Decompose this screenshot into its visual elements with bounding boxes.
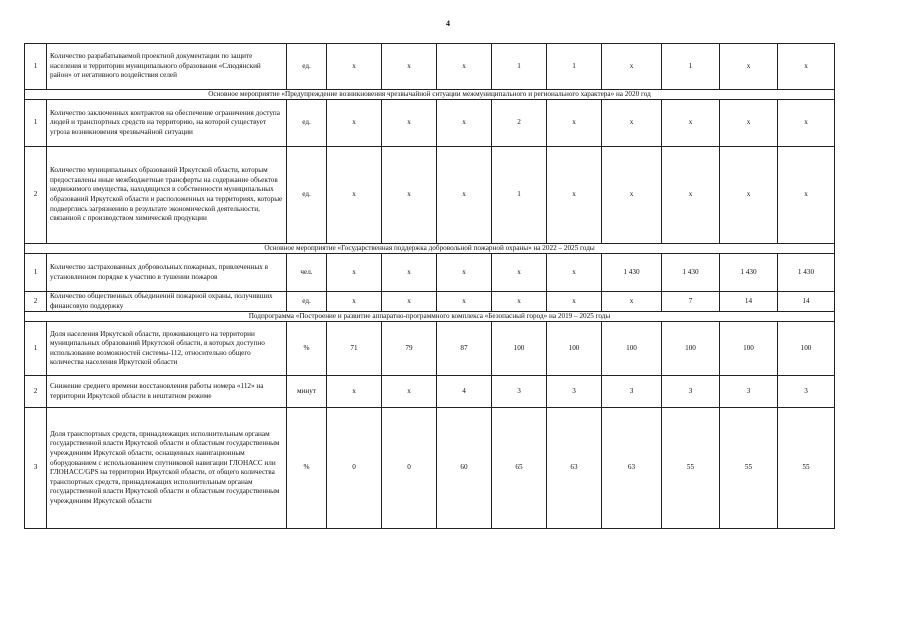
value-cell: х [327,44,382,90]
value-cell: х [437,44,492,90]
value-cell: 3 [778,376,835,408]
row-number-cell: 2 [25,147,47,244]
section-title: Основное мероприятие «Государственная поддержка добровольной пожарной охраны» на 2022 – 2025 годы [25,244,835,254]
value-cell: 3 [662,376,720,408]
value-cell: 3 [492,376,547,408]
value-cell: х [382,292,437,312]
value-cell: х [778,44,835,90]
value-cell: х [720,147,778,244]
value-cell: 100 [602,322,662,376]
value-cell: 14 [778,292,835,312]
value-cell: 79 [382,322,437,376]
value-cell: х [547,100,602,147]
table-row [25,44,835,90]
value-cell: 2 [492,100,547,147]
value-cell: х [382,147,437,244]
value-cell: 55 [720,408,778,529]
indicators-table [24,43,835,529]
row-number-cell: 1 [25,254,47,292]
value-cell: х [602,147,662,244]
value-cell: 55 [662,408,720,529]
section-title: Подпрограмма «Построение и развитие аппаратно-программного комплекса «Безопасный город» на 2019 – 2025 годы [25,312,835,322]
value-cell: 1 430 [602,254,662,292]
table-row [25,147,835,244]
table-row [25,254,835,292]
indicator-name-cell: Количество муниципальных образований Иркутской области, которым предоставлены иные межбюджетные трансферты на содержание объектов недвижимого имущества, находящихся в собственности муниципальных образований Иркутской области и расположенных на территориях, которые подверглись загрязнению в результате экономической деятельности, связанной с производством химической продукции [47,147,287,244]
value-cell: 7 [662,292,720,312]
value-cell: 3 [720,376,778,408]
value-cell: х [327,147,382,244]
unit-cell: ед. [287,100,327,147]
value-cell: х [602,292,662,312]
section-header-row [25,312,835,322]
row-number-cell: 2 [25,376,47,408]
value-cell: 63 [602,408,662,529]
value-cell: х [382,254,437,292]
value-cell: х [327,292,382,312]
value-cell: 87 [437,322,492,376]
value-cell: 100 [492,322,547,376]
row-number-cell: 1 [25,100,47,147]
unit-cell: ед. [287,147,327,244]
value-cell: х [327,100,382,147]
value-cell: х [602,100,662,147]
row-number-cell: 2 [25,292,47,312]
row-number-cell: 3 [25,408,47,529]
table-row [25,100,835,147]
unit-cell: ед. [287,292,327,312]
value-cell: 60 [437,408,492,529]
value-cell: х [778,100,835,147]
table-row [25,376,835,408]
value-cell: 1 430 [778,254,835,292]
value-cell: х [437,100,492,147]
value-cell: х [662,100,720,147]
value-cell: 100 [778,322,835,376]
indicator-name-cell: Доля населения Иркутской области, проживающего на территории муниципальных образований Иркутской области, в которых доступно использование возможностей системы-112, относительно общего количества населения Иркутской области [47,322,287,376]
indicator-name-cell: Количество застрахованных добровольных пожарных, привлеченных в установленном порядке к участию в тушении пожаров [47,254,287,292]
value-cell: 3 [602,376,662,408]
value-cell: х [437,292,492,312]
section-title: Основное мероприятие «Предупреждение возникновения чрезвычайной ситуации межмуниципального и регионального характера» на 2020 год [25,90,835,100]
value-cell: х [602,44,662,90]
value-cell: 1 [662,44,720,90]
value-cell: 71 [327,322,382,376]
value-cell: 55 [778,408,835,529]
row-number-cell: 1 [25,44,47,90]
value-cell: 100 [662,322,720,376]
value-cell: 4 [437,376,492,408]
value-cell: х [382,376,437,408]
section-header-row [25,244,835,254]
value-cell: х [382,100,437,147]
indicator-name-cell: Количество общественных объединений пожарной охраны, получивших финансовую поддержку [47,292,287,312]
value-cell: 14 [720,292,778,312]
unit-cell: ед. [287,44,327,90]
value-cell: х [327,254,382,292]
table-row [25,292,835,312]
value-cell: х [778,147,835,244]
indicator-name-cell: Снижение среднего времени восстановления работы номера «112» на территории Иркутской области в нештатном режиме [47,376,287,408]
value-cell: х [662,147,720,244]
indicator-name-cell: Доля транспортных средств, принадлежащих исполнительным органам государственной власти Иркутской области и областным государственным учреждениям Иркутской области, оснащенных навигационным оборудованием с использованием спутниковой навигации ГЛОНАСС или ГЛОНАСС/GPS на территории Иркутской области, от общего количества транспортных средств, принадлежащих исполнительным органам государственной власти Иркутской области и областным государственным учреждениям Иркутской области [47,408,287,529]
page-number: 4 [446,19,450,28]
value-cell: х [720,100,778,147]
value-cell: х [492,292,547,312]
indicator-name-cell: Количество заключенных контрактов на обеспечение ограничения доступа людей и транспортных средств на территорию, на которой существует угроза возникновения чрезвычайной ситуации [47,100,287,147]
value-cell: 63 [547,408,602,529]
value-cell: х [437,254,492,292]
value-cell: х [547,147,602,244]
value-cell: 1 430 [662,254,720,292]
value-cell: 0 [382,408,437,529]
value-cell: 100 [720,322,778,376]
value-cell: 3 [547,376,602,408]
value-cell: 1 [492,147,547,244]
value-cell: х [382,44,437,90]
unit-cell: чел. [287,254,327,292]
indicator-name-cell: Количество разрабатываемой проектной документации по защите населения и территории муниципального образования «Слюдянский район» от негативного воздействия селей [47,44,287,90]
row-number-cell: 1 [25,322,47,376]
unit-cell: % [287,408,327,529]
value-cell: х [547,292,602,312]
value-cell: 65 [492,408,547,529]
value-cell: х [492,254,547,292]
value-cell: х [437,147,492,244]
unit-cell: % [287,322,327,376]
table-row [25,408,835,529]
value-cell: 1 430 [720,254,778,292]
table-row [25,322,835,376]
section-header-row [25,90,835,100]
value-cell: 1 [547,44,602,90]
value-cell: 1 [492,44,547,90]
value-cell: х [327,376,382,408]
unit-cell: минут [287,376,327,408]
value-cell: 100 [547,322,602,376]
value-cell: х [720,44,778,90]
value-cell: х [547,254,602,292]
value-cell: 0 [327,408,382,529]
